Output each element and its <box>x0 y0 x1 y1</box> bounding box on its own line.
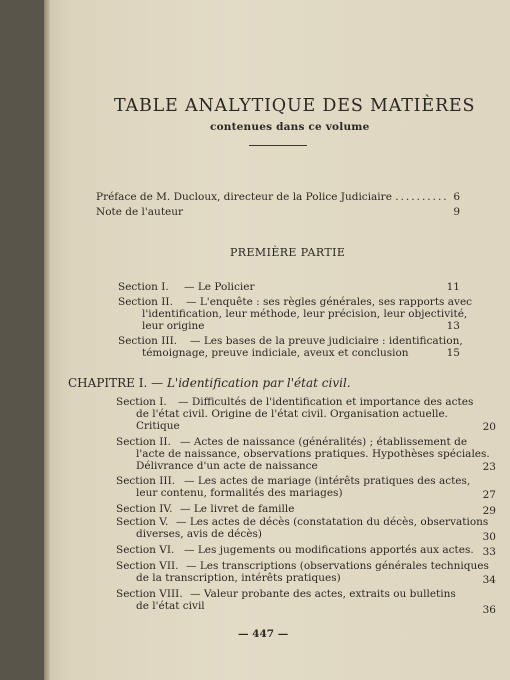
toc-section-title: leur origine <box>142 320 205 332</box>
toc-section-label: Section III. <box>118 335 178 347</box>
toc-entry-note <box>96 206 183 218</box>
chapter-heading <box>68 376 351 390</box>
entry-page-number: 33 <box>482 546 496 558</box>
toc-section-label: Section II. <box>118 296 173 308</box>
toc-section-title: Critique <box>136 420 180 432</box>
toc-section-title: — Les actes de décès (constatation du décès, observations <box>176 516 489 528</box>
toc-section-title: témoignage, preuve indiciale, aveux et conclusion <box>142 347 409 359</box>
toc-section-title: de l'état civil <box>136 600 205 612</box>
entry-leader: .......... <box>395 191 449 203</box>
toc-section-label: Section I. <box>116 396 167 408</box>
entry-page-number: 20 <box>482 421 496 433</box>
entry-title: Note de l'auteur <box>96 206 184 218</box>
entry-page-number: 15 <box>446 347 460 359</box>
title-rule <box>249 145 307 146</box>
entry-page-number: 29 <box>482 505 496 517</box>
toc-section-title: — Les actes de mariage (intérêts pratiques des actes, <box>184 475 471 487</box>
toc-section-label: Section V. <box>116 516 169 528</box>
toc-section-title: diverses, avis de décès) <box>136 528 262 540</box>
toc-section-title: — L'enquête : ses règles générales, ses rapports avec <box>186 296 473 308</box>
toc-section-title: — Difficultés de l'identification et importance des actes <box>178 396 474 408</box>
toc-section-label: Section II. <box>116 436 171 448</box>
folio-page-number: — 447 — <box>238 628 289 640</box>
entry-page-number: 36 <box>482 604 496 616</box>
toc-section-label: Section III. <box>116 475 176 487</box>
book-spine <box>44 0 50 680</box>
part-heading: PREMIÈRE PARTIE <box>230 246 346 259</box>
page-subtitle: contenues dans ce volume <box>210 121 370 133</box>
entry-page-number: 34 <box>482 574 496 586</box>
entry-page-number: 23 <box>482 461 496 473</box>
toc-section-title: — Les transcriptions (observations générales techniques <box>186 560 489 572</box>
chapter-label: CHAPITRE I. <box>68 376 148 390</box>
entry-page-number: 11 <box>446 281 460 293</box>
toc-section-title: — Les jugements ou modifications apportés aux actes. <box>184 544 474 556</box>
toc-section-title: de l'état civil. Origine de l'état civil. Organisation actuelle. <box>136 408 449 420</box>
toc-section-label: Section VII. <box>116 560 179 572</box>
toc-section-label: Section IV. <box>116 503 173 515</box>
entry-page-number: 6 <box>453 191 460 203</box>
toc-section-title: — Valeur probante des actes, extraits ou bulletins <box>190 588 456 600</box>
toc-section-title: l'identification, leur méthode, leur précision, leur objectivité, <box>142 308 468 320</box>
toc-section-title: — Le livret de famille <box>180 503 295 515</box>
toc-section-title: leur contenu, formalités des mariages) <box>136 487 343 499</box>
entry-page-number: 30 <box>482 531 496 543</box>
entry-page-number: 27 <box>482 489 496 501</box>
toc-section-label: Section VI. <box>116 544 175 556</box>
chapter-title: — L'identification par l'état civil. <box>151 376 351 390</box>
entry-page-number: 9 <box>453 206 460 218</box>
toc-section-title: — Actes de naissance (généralités) ; établissement de <box>180 436 468 448</box>
toc-section-label: Section I. <box>118 281 169 293</box>
toc-entry-preface <box>96 191 449 203</box>
toc-section-title: — Les bases de la preuve judiciaire : identification, <box>190 335 463 347</box>
page-title: TABLE ANALYTIQUE DES MATIÈRES <box>114 96 476 116</box>
toc-section-title: — Le Policier <box>184 281 255 293</box>
toc-section-title: l'acte de naissance, observations pratiques. Hypothèses spéciales. <box>136 448 490 460</box>
toc-section-label: Section VIII. <box>116 588 183 600</box>
entry-title: Préface de M. Ducloux, directeur de la Police Judiciaire <box>96 191 392 203</box>
toc-section-title: Délivrance d'un acte de naissance <box>136 460 318 472</box>
toc-section-title: de la transcription, intérêts pratiques) <box>136 572 341 584</box>
book-page <box>44 0 510 680</box>
entry-page-number: 13 <box>446 320 460 332</box>
